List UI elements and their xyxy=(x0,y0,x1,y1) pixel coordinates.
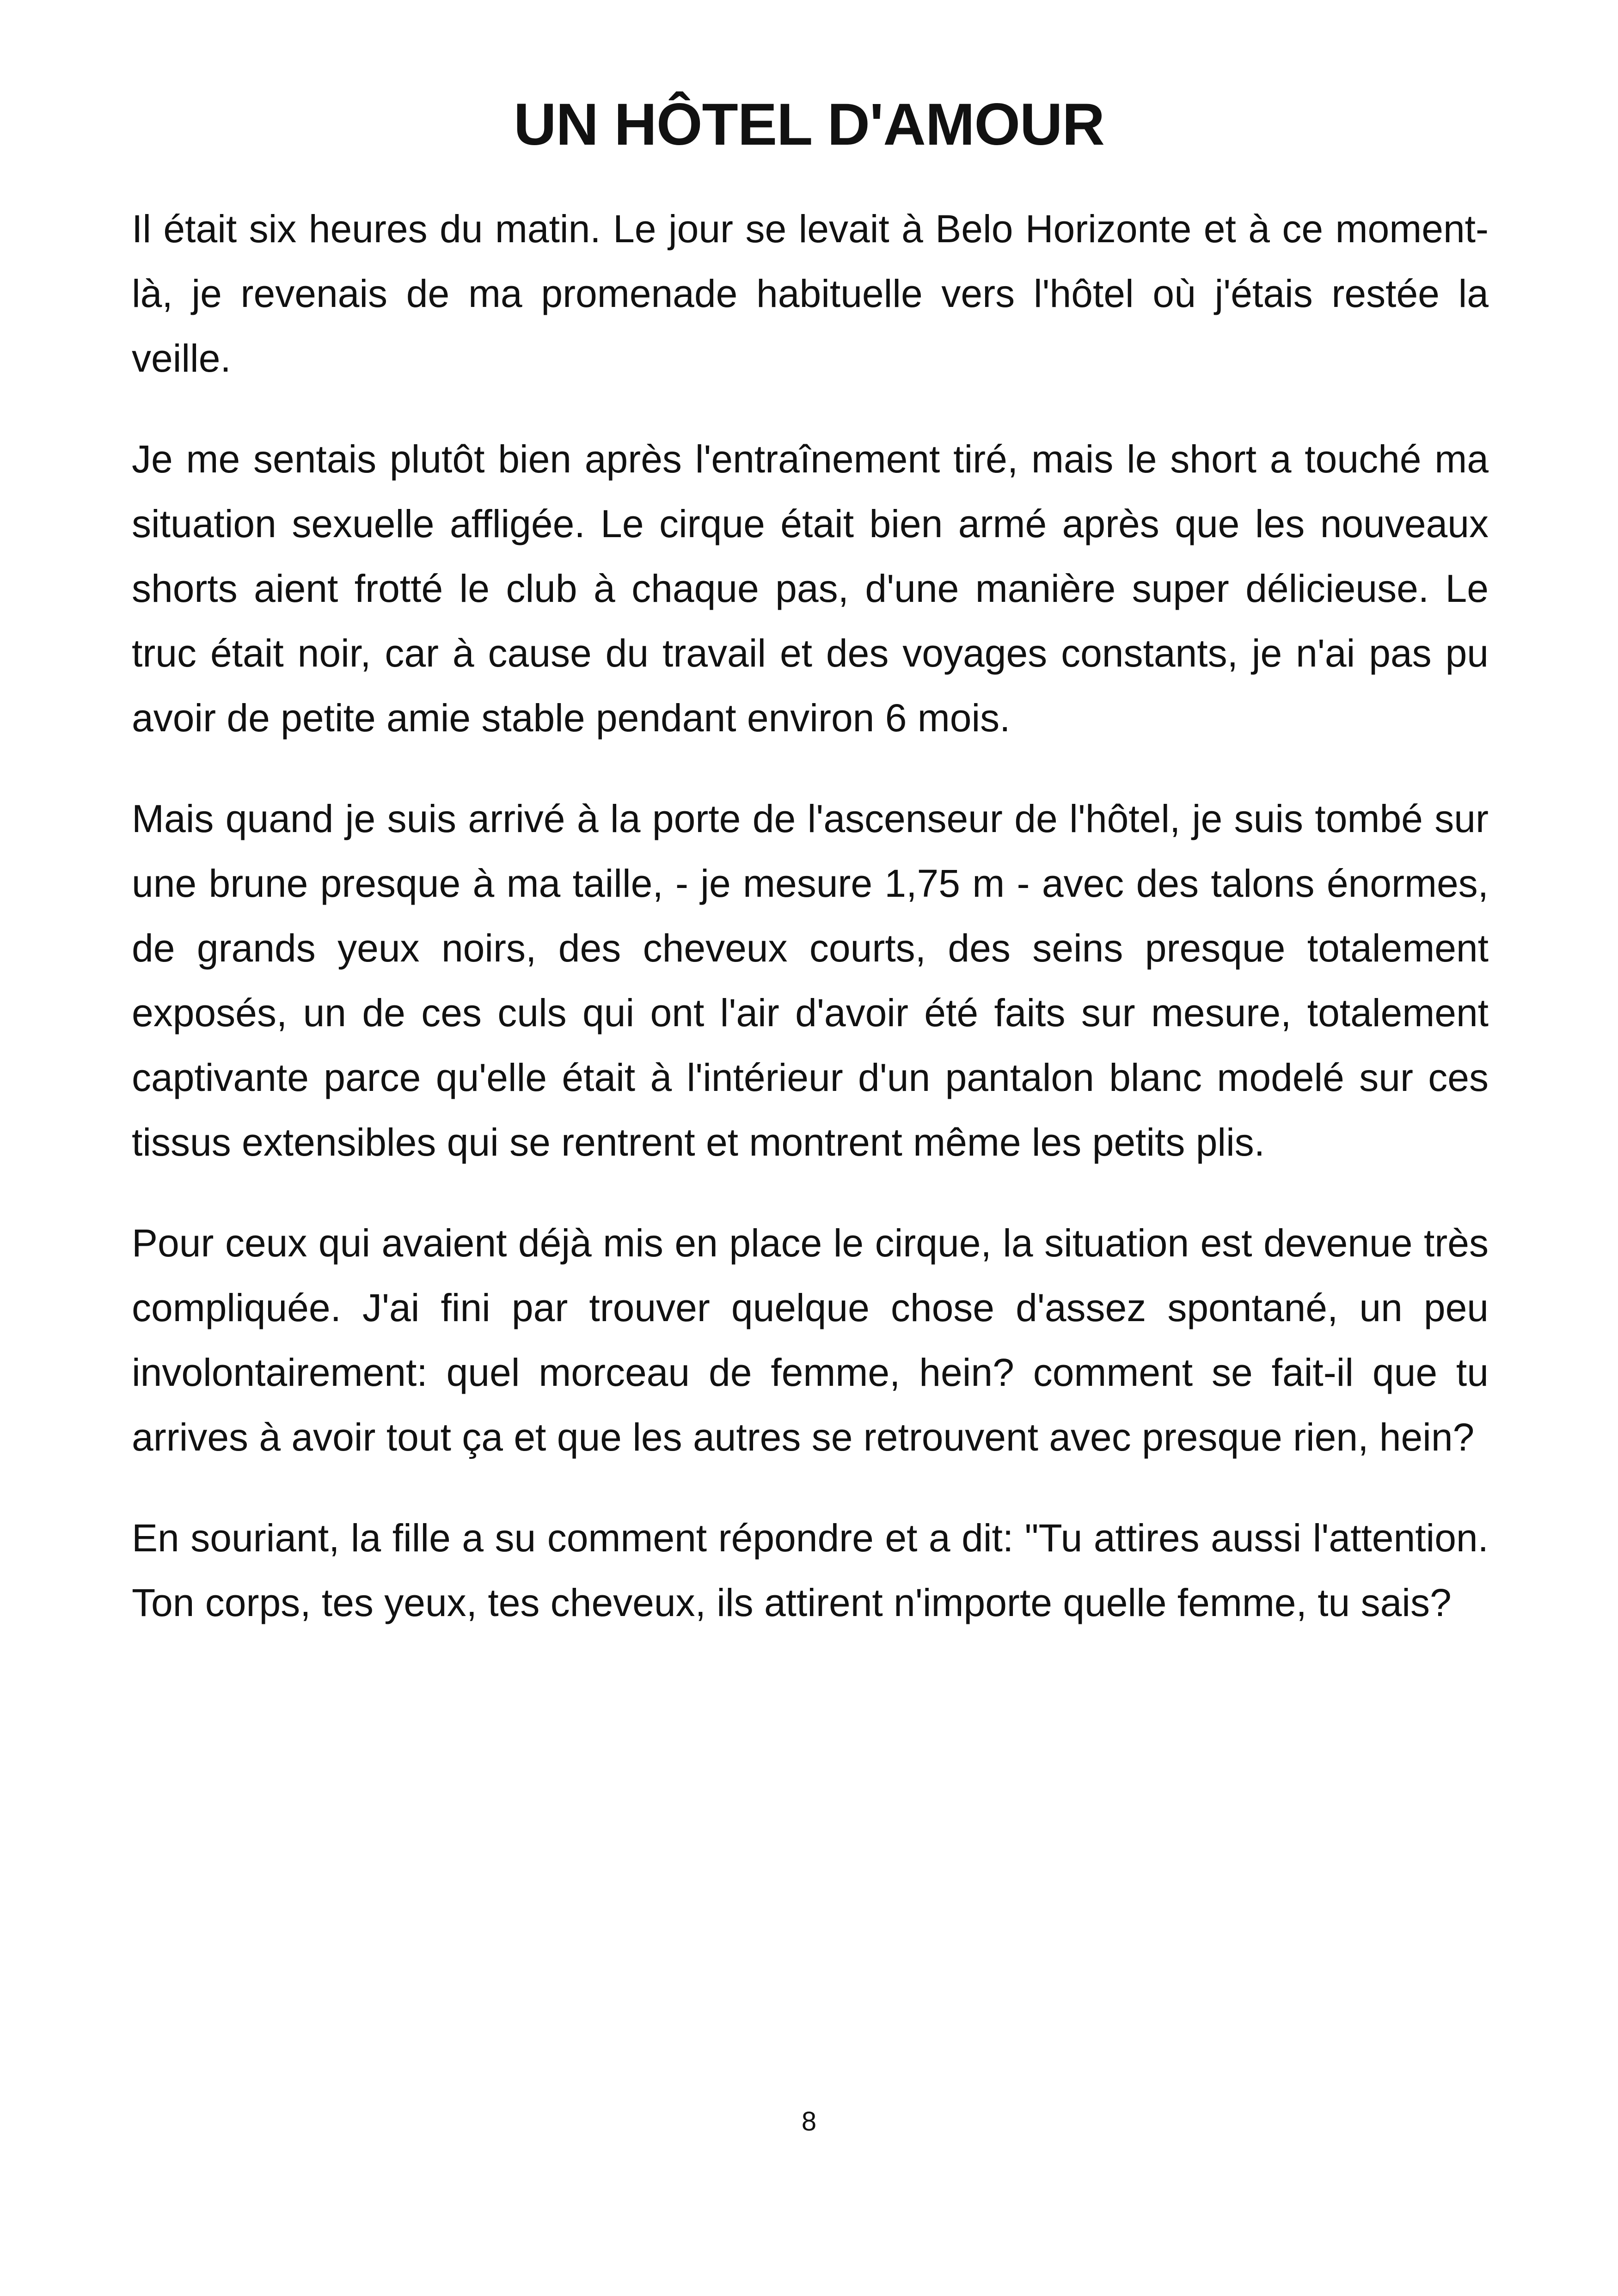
body-text xyxy=(132,196,1489,1671)
paragraph-2: Je me sentais plutôt bien après l'entraînement tiré, mais le short a touché ma situation sexuelle affligée. Le cirque était bien armé après que les nouveaux shorts aient frotté le club à chaque pas, d'une manière super délicieuse. Le truc était noir, car à cause du travail et des voyages constants, je n'ai pas pu avoir de petite amie stable pendant environ 6 mois. xyxy=(132,437,1489,740)
paragraph-4: Pour ceux qui avaient déjà mis en place le cirque, la situation est devenue très compliquée. J'ai fini par trouver quelque chose d'assez spontané, un peu involontairement: quel morceau de femme, hein? comment se fait-il que tu arrives à avoir tout ça et que les autres se retrouvent avec presque rien, hein? xyxy=(132,1221,1489,1459)
page-title: UN HÔTEL D'AMOUR xyxy=(514,92,1104,158)
paragraph-5: En souriant, la fille a su comment répondre et a dit: "Tu attires aussi l'attention. Ton corps, tes yeux, tes cheveux, ils attirent n'importe quelle femme, tu sais? xyxy=(132,1516,1489,1624)
paragraph-3: Mais quand je suis arrivé à la porte de l'ascenseur de l'hôtel, je suis tombé sur une brune presque à ma taille, - je mesure 1,75 m - avec des talons énormes, de grands yeux noirs, des cheveux courts, des seins presque totalement exposés, un de ces culs qui ont l'air d'avoir été faits sur mesure, totalement captivante parce qu'elle était à l'intérieur d'un pantalon blanc modelé sur ces tissus extensibles qui se rentrent et montrent même les petits plis. xyxy=(132,797,1489,1164)
page-number: 8 xyxy=(801,2106,817,2137)
paragraph-1: Il était six heures du matin. Le jour se levait à Belo Horizonte et à ce moment-là, je revenais de ma promenade habituelle vers l'hôtel où j'étais restée la veille. xyxy=(132,207,1489,380)
